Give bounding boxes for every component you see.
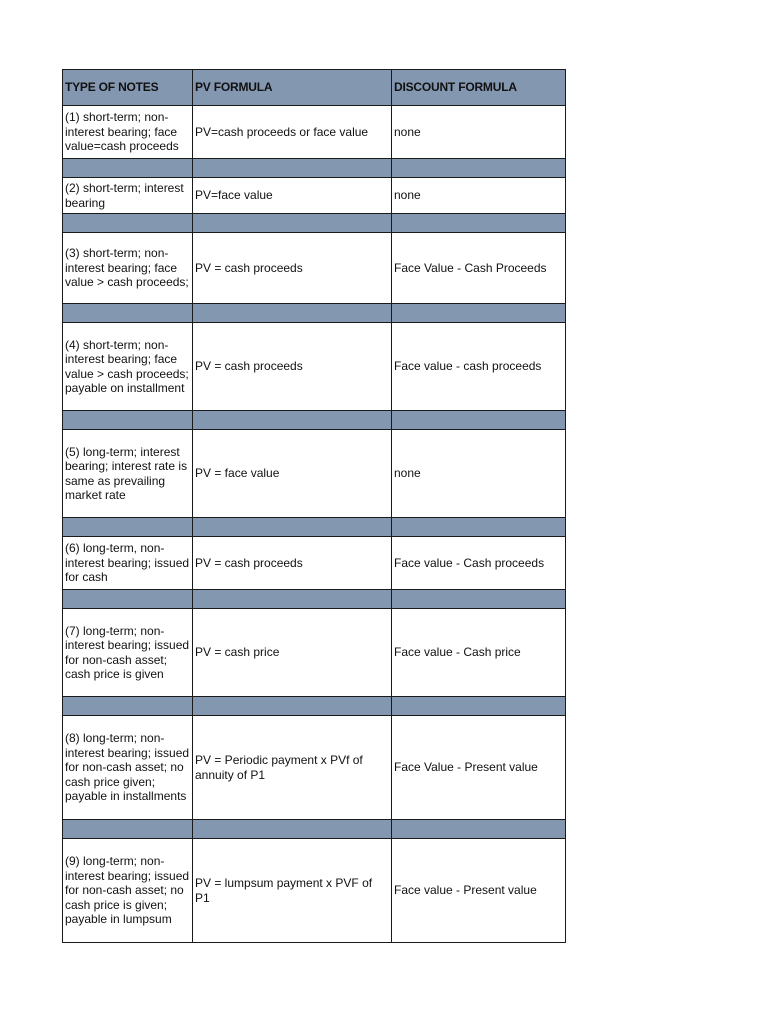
table-row (63, 537, 566, 590)
discount-cell: none (392, 178, 566, 214)
header-discount-formula: DISCOUNT FORMULA (392, 70, 566, 106)
pv-cell: PV = face value (193, 430, 392, 518)
table-row (63, 716, 566, 820)
discount-cell: Face Value - Cash Proceeds (392, 233, 566, 304)
type-cell: (8) long-term; non-interest bearing; issued for non-cash asset; no cash price given; payable in installments (63, 716, 193, 820)
type-cell: (7) long-term; non-interest bearing; issued for non-cash asset; cash price is given (63, 609, 193, 697)
table-row (63, 609, 566, 697)
discount-cell: Face value - Cash proceeds (392, 537, 566, 590)
table-body (63, 106, 566, 943)
discount-cell: none (392, 106, 566, 159)
discount-cell: Face value - cash proceeds (392, 323, 566, 411)
type-cell: (1) short-term; non-interest bearing; face value=cash proceeds (63, 106, 193, 159)
discount-cell: Face value - Cash price (392, 609, 566, 697)
notes-table (62, 69, 566, 943)
separator-row (63, 411, 566, 430)
type-cell: (6) long-term, non-interest bearing; issued for cash (63, 537, 193, 590)
table-row (63, 839, 566, 943)
table-row (63, 430, 566, 518)
discount-cell: none (392, 430, 566, 518)
discount-cell: Face value - Present value (392, 839, 566, 943)
type-cell: (2) short-term; interest bearing (63, 178, 193, 214)
separator-row (63, 820, 566, 839)
pv-cell: PV=cash proceeds or face value (193, 106, 392, 159)
pv-cell: PV = cash proceeds (193, 323, 392, 411)
header-row (63, 70, 566, 106)
pv-cell: PV = cash price (193, 609, 392, 697)
type-cell: (3) short-term; non-interest bearing; face value > cash proceeds; (63, 233, 193, 304)
table-row (63, 233, 566, 304)
discount-cell: Face Value - Present value (392, 716, 566, 820)
separator-row (63, 518, 566, 537)
header-pv-formula: PV FORMULA (193, 70, 392, 106)
table-row (63, 323, 566, 411)
pv-cell: PV = cash proceeds (193, 537, 392, 590)
separator-row (63, 214, 566, 233)
table-row (63, 106, 566, 159)
pv-cell: PV = lumpsum payment x PVF of P1 (193, 839, 392, 943)
pv-cell: PV = Periodic payment x PVf of annuity of P1 (193, 716, 392, 820)
header-type-of-notes: TYPE OF NOTES (63, 70, 193, 106)
pv-cell: PV = cash proceeds (193, 233, 392, 304)
table-header (63, 70, 566, 106)
type-cell: (5) long-term; interest bearing; interest rate is same as prevailing market rate (63, 430, 193, 518)
type-cell: (4) short-term; non-interest bearing; face value > cash proceeds; payable on installment (63, 323, 193, 411)
separator-row (63, 159, 566, 178)
type-cell: (9) long-term; non-interest bearing; issued for non-cash asset; no cash price is given; payable in lumpsum (63, 839, 193, 943)
pv-cell: PV=face value (193, 178, 392, 214)
table-row (63, 178, 566, 214)
separator-row (63, 590, 566, 609)
separator-row (63, 304, 566, 323)
separator-row (63, 697, 566, 716)
